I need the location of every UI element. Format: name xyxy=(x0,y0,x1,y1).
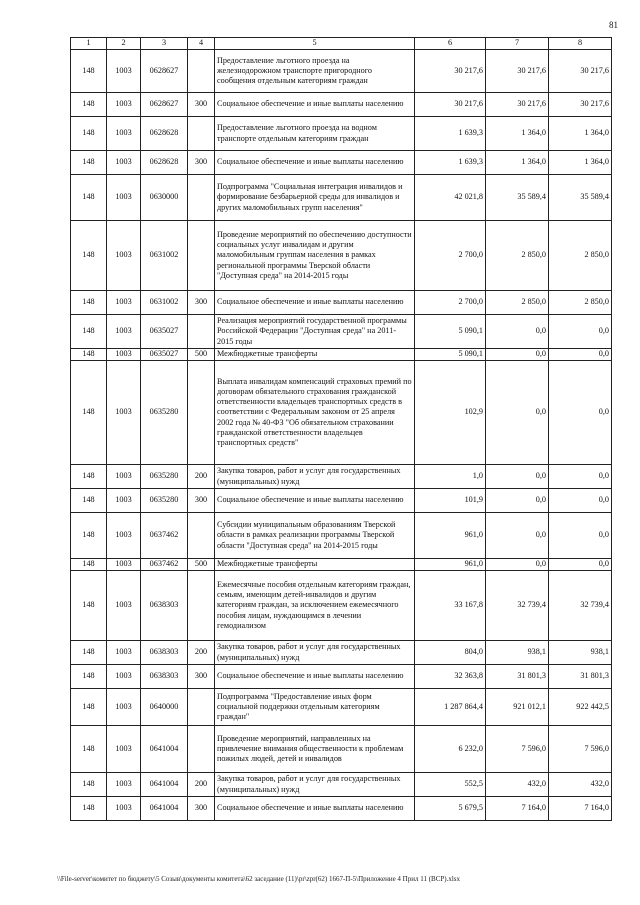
cell-expense-type xyxy=(188,361,215,465)
cell-value-col7: 31 801,3 xyxy=(486,665,549,689)
cell-description: Проведение мероприятий по обеспечению доступности социальных услуг инвалидам и другим маломобильным группам населения в рамках региональной программы Тверской области "Доступная среда" на 2014-2015 годы xyxy=(215,221,415,291)
cell-description: Субсидии муниципальным образованиям Тверской области в рамках реализации программы Тверской области "Доступная среда" на 2014-2015 годы xyxy=(215,513,415,559)
cell-value-col8: 7 164,0 xyxy=(549,797,612,821)
table-row xyxy=(71,151,612,175)
cell-section-code: 1003 xyxy=(107,641,141,665)
cell-expense-type xyxy=(188,315,215,349)
cell-admin-code: 148 xyxy=(71,361,107,465)
cell-target-article: 0640000 xyxy=(141,689,188,726)
col-header-3: 3 xyxy=(141,38,188,50)
col-header-5: 5 xyxy=(215,38,415,50)
cell-value-col8: 0,0 xyxy=(549,465,612,489)
cell-value-col8: 7 596,0 xyxy=(549,726,612,773)
cell-admin-code: 148 xyxy=(71,641,107,665)
cell-admin-code: 148 xyxy=(71,465,107,489)
cell-target-article: 0635027 xyxy=(141,315,188,349)
cell-admin-code: 148 xyxy=(71,93,107,117)
cell-admin-code: 148 xyxy=(71,797,107,821)
cell-value-col6: 102,9 xyxy=(415,361,486,465)
cell-value-col8: 2 850,0 xyxy=(549,221,612,291)
cell-section-code: 1003 xyxy=(107,315,141,349)
cell-target-article: 0637462 xyxy=(141,559,188,571)
cell-section-code: 1003 xyxy=(107,361,141,465)
cell-description: Подпрограмма "Социальная интеграция инвалидов и формирование безбарьерной среды для инвалидов и других маломобильных групп населения" xyxy=(215,175,415,221)
cell-value-col8: 30 217,6 xyxy=(549,50,612,93)
cell-value-col7: 0,0 xyxy=(486,489,549,513)
table-row xyxy=(71,571,612,641)
cell-section-code: 1003 xyxy=(107,291,141,315)
cell-description: Закупка товаров, работ и услуг для государственных (муниципальных) нужд xyxy=(215,465,415,489)
cell-description: Социальное обеспечение и иные выплаты населению xyxy=(215,797,415,821)
cell-admin-code: 148 xyxy=(71,689,107,726)
cell-admin-code: 148 xyxy=(71,773,107,797)
cell-value-col8: 0,0 xyxy=(549,513,612,559)
cell-value-col7: 2 850,0 xyxy=(486,221,549,291)
table-row xyxy=(71,291,612,315)
cell-value-col8: 938,1 xyxy=(549,641,612,665)
cell-description: Межбюджетные трансферты xyxy=(215,559,415,571)
col-header-6: 6 xyxy=(415,38,486,50)
cell-value-col7: 30 217,6 xyxy=(486,93,549,117)
cell-target-article: 0635027 xyxy=(141,349,188,361)
cell-expense-type xyxy=(188,221,215,291)
cell-value-col6: 30 217,6 xyxy=(415,50,486,93)
cell-value-col6: 6 232,0 xyxy=(415,726,486,773)
cell-description: Социальное обеспечение и иные выплаты населению xyxy=(215,151,415,175)
cell-target-article: 0628627 xyxy=(141,50,188,93)
cell-admin-code: 148 xyxy=(71,117,107,151)
cell-description: Проведение мероприятий, направленных на привлечение внимания общественности к проблемам пожилых людей, детей и инвалидов xyxy=(215,726,415,773)
cell-value-col8: 30 217,6 xyxy=(549,93,612,117)
cell-value-col6: 552,5 xyxy=(415,773,486,797)
cell-value-col8: 0,0 xyxy=(549,489,612,513)
cell-value-col6: 1 639,3 xyxy=(415,117,486,151)
table-body xyxy=(71,50,612,821)
cell-value-col7: 0,0 xyxy=(486,361,549,465)
cell-description: Социальное обеспечение и иные выплаты населению xyxy=(215,291,415,315)
cell-value-col6: 5 090,1 xyxy=(415,315,486,349)
col-header-4: 4 xyxy=(188,38,215,50)
cell-value-col6: 2 700,0 xyxy=(415,221,486,291)
cell-target-article: 0635280 xyxy=(141,361,188,465)
cell-value-col6: 1,0 xyxy=(415,465,486,489)
cell-section-code: 1003 xyxy=(107,221,141,291)
cell-value-col7: 7 596,0 xyxy=(486,726,549,773)
cell-expense-type: 200 xyxy=(188,641,215,665)
cell-value-col8: 922 442,5 xyxy=(549,689,612,726)
table-row xyxy=(71,797,612,821)
cell-target-article: 0641004 xyxy=(141,773,188,797)
cell-admin-code: 148 xyxy=(71,665,107,689)
cell-value-col8: 432,0 xyxy=(549,773,612,797)
cell-target-article: 0628627 xyxy=(141,93,188,117)
cell-expense-type: 200 xyxy=(188,773,215,797)
cell-value-col7: 1 364,0 xyxy=(486,117,549,151)
cell-value-col7: 1 364,0 xyxy=(486,151,549,175)
cell-value-col8: 31 801,3 xyxy=(549,665,612,689)
cell-value-col8: 0,0 xyxy=(549,349,612,361)
cell-target-article: 0630000 xyxy=(141,175,188,221)
cell-value-col6: 32 363,8 xyxy=(415,665,486,689)
cell-value-col7: 30 217,6 xyxy=(486,50,549,93)
table-row xyxy=(71,689,612,726)
cell-admin-code: 148 xyxy=(71,151,107,175)
cell-section-code: 1003 xyxy=(107,93,141,117)
cell-section-code: 1003 xyxy=(107,665,141,689)
cell-value-col8: 35 589,4 xyxy=(549,175,612,221)
table-row xyxy=(71,117,612,151)
table-header-row xyxy=(71,38,612,50)
table-row xyxy=(71,50,612,93)
cell-section-code: 1003 xyxy=(107,175,141,221)
cell-expense-type: 300 xyxy=(188,797,215,821)
cell-expense-type: 500 xyxy=(188,349,215,361)
col-header-1: 1 xyxy=(71,38,107,50)
table-row xyxy=(71,349,612,361)
cell-expense-type: 200 xyxy=(188,465,215,489)
cell-admin-code: 148 xyxy=(71,726,107,773)
cell-value-col7: 0,0 xyxy=(486,349,549,361)
table-row xyxy=(71,665,612,689)
cell-target-article: 0635280 xyxy=(141,465,188,489)
cell-value-col6: 5 679,5 xyxy=(415,797,486,821)
cell-description: Социальное обеспечение и иные выплаты населению xyxy=(215,93,415,117)
table-row xyxy=(71,489,612,513)
page-number: 81 xyxy=(609,20,618,30)
cell-admin-code: 148 xyxy=(71,221,107,291)
cell-section-code: 1003 xyxy=(107,571,141,641)
cell-section-code: 1003 xyxy=(107,349,141,361)
cell-section-code: 1003 xyxy=(107,689,141,726)
cell-description: Межбюджетные трансферты xyxy=(215,349,415,361)
table-row xyxy=(71,726,612,773)
cell-description: Социальное обеспечение и иные выплаты населению xyxy=(215,665,415,689)
cell-section-code: 1003 xyxy=(107,513,141,559)
cell-expense-type xyxy=(188,571,215,641)
cell-value-col6: 33 167,8 xyxy=(415,571,486,641)
cell-value-col7: 432,0 xyxy=(486,773,549,797)
cell-expense-type xyxy=(188,117,215,151)
col-header-7: 7 xyxy=(486,38,549,50)
cell-value-col8: 2 850,0 xyxy=(549,291,612,315)
cell-target-article: 0635280 xyxy=(141,489,188,513)
cell-expense-type xyxy=(188,689,215,726)
cell-target-article: 0631002 xyxy=(141,291,188,315)
cell-value-col7: 35 589,4 xyxy=(486,175,549,221)
cell-value-col6: 1 287 864,4 xyxy=(415,689,486,726)
cell-value-col6: 5 090,1 xyxy=(415,349,486,361)
table-row xyxy=(71,641,612,665)
cell-value-col7: 0,0 xyxy=(486,315,549,349)
cell-description: Предоставление льготного проезда на железнодорожном транспорте пригородного сообщения отдельным категориям граждан xyxy=(215,50,415,93)
cell-expense-type: 500 xyxy=(188,559,215,571)
cell-admin-code: 148 xyxy=(71,571,107,641)
cell-value-col6: 2 700,0 xyxy=(415,291,486,315)
table-row xyxy=(71,315,612,349)
cell-target-article: 0638303 xyxy=(141,665,188,689)
cell-value-col7: 2 850,0 xyxy=(486,291,549,315)
cell-value-col6: 961,0 xyxy=(415,559,486,571)
cell-section-code: 1003 xyxy=(107,465,141,489)
table-row xyxy=(71,559,612,571)
cell-admin-code: 148 xyxy=(71,315,107,349)
cell-section-code: 1003 xyxy=(107,797,141,821)
cell-admin-code: 148 xyxy=(71,175,107,221)
cell-expense-type: 300 xyxy=(188,291,215,315)
cell-value-col7: 921 012,1 xyxy=(486,689,549,726)
cell-section-code: 1003 xyxy=(107,489,141,513)
cell-value-col8: 0,0 xyxy=(549,361,612,465)
cell-description: Закупка товаров, работ и услуг для государственных (муниципальных) нужд xyxy=(215,773,415,797)
cell-value-col7: 32 739,4 xyxy=(486,571,549,641)
cell-target-article: 0641004 xyxy=(141,726,188,773)
table-row xyxy=(71,465,612,489)
cell-description: Предоставление льготного проезда на водном транспорте отдельным категориям граждан xyxy=(215,117,415,151)
table-row xyxy=(71,93,612,117)
table-row xyxy=(71,773,612,797)
col-header-8: 8 xyxy=(549,38,612,50)
cell-value-col8: 0,0 xyxy=(549,315,612,349)
cell-description: Реализация мероприятий государственной программы Российской Федерации "Доступная среда" на 2011-2015 годы xyxy=(215,315,415,349)
cell-description: Подпрограмма "Предоставление иных форм социальной поддержки отдельным категориям граждан" xyxy=(215,689,415,726)
cell-value-col6: 804,0 xyxy=(415,641,486,665)
cell-section-code: 1003 xyxy=(107,773,141,797)
cell-value-col7: 938,1 xyxy=(486,641,549,665)
cell-section-code: 1003 xyxy=(107,151,141,175)
cell-target-article: 0641004 xyxy=(141,797,188,821)
cell-value-col6: 42 021,8 xyxy=(415,175,486,221)
file-path-footer: \\File-server\комитет по бюджету\5 Созыв\документы комитета\62 заседание (11)\pr\zpr(62) 1667-П-5\Приложение 4 Прил 11 (ВСР).xlsx xyxy=(57,875,461,883)
cell-expense-type xyxy=(188,175,215,221)
cell-target-article: 0631002 xyxy=(141,221,188,291)
cell-expense-type xyxy=(188,513,215,559)
cell-admin-code: 148 xyxy=(71,50,107,93)
cell-section-code: 1003 xyxy=(107,50,141,93)
cell-admin-code: 148 xyxy=(71,489,107,513)
table-row xyxy=(71,175,612,221)
cell-section-code: 1003 xyxy=(107,117,141,151)
cell-value-col6: 1 639,3 xyxy=(415,151,486,175)
cell-value-col6: 101,9 xyxy=(415,489,486,513)
cell-description: Выплата инвалидам компенсаций страховых премий по договорам обязательного страхования гражданской ответственности владельцев транспортных средств в соответствии с Федеральным законом от 25 апреля 2002 года № 40-ФЗ "Об обязательном страховании гражданской ответственности владельцев транспортных средств" xyxy=(215,361,415,465)
table-row xyxy=(71,513,612,559)
cell-description: Ежемесячные пособия отдельным категориям граждан, семьям, имеющим детей-инвалидов и другим категориям граждан, за исключением ежемесячного пособия лицам, нуждающимся в лечении гемодиализом xyxy=(215,571,415,641)
cell-expense-type: 300 xyxy=(188,489,215,513)
cell-expense-type: 300 xyxy=(188,665,215,689)
cell-admin-code: 148 xyxy=(71,291,107,315)
table-row xyxy=(71,221,612,291)
cell-value-col7: 0,0 xyxy=(486,465,549,489)
cell-value-col8: 1 364,0 xyxy=(549,151,612,175)
cell-admin-code: 148 xyxy=(71,349,107,361)
table-row xyxy=(71,361,612,465)
cell-value-col8: 32 739,4 xyxy=(549,571,612,641)
col-header-2: 2 xyxy=(107,38,141,50)
cell-value-col8: 1 364,0 xyxy=(549,117,612,151)
cell-value-col6: 961,0 xyxy=(415,513,486,559)
cell-expense-type: 300 xyxy=(188,151,215,175)
cell-value-col6: 30 217,6 xyxy=(415,93,486,117)
cell-value-col8: 0,0 xyxy=(549,559,612,571)
cell-expense-type xyxy=(188,726,215,773)
cell-expense-type xyxy=(188,50,215,93)
cell-value-col7: 7 164,0 xyxy=(486,797,549,821)
cell-description: Социальное обеспечение и иные выплаты населению xyxy=(215,489,415,513)
cell-value-col7: 0,0 xyxy=(486,559,549,571)
cell-section-code: 1003 xyxy=(107,559,141,571)
cell-admin-code: 148 xyxy=(71,513,107,559)
cell-target-article: 0628628 xyxy=(141,117,188,151)
budget-table xyxy=(70,37,612,821)
cell-admin-code: 148 xyxy=(71,559,107,571)
cell-description: Закупка товаров, работ и услуг для государственных (муниципальных) нужд xyxy=(215,641,415,665)
cell-section-code: 1003 xyxy=(107,726,141,773)
cell-target-article: 0637462 xyxy=(141,513,188,559)
cell-value-col7: 0,0 xyxy=(486,513,549,559)
cell-target-article: 0638303 xyxy=(141,571,188,641)
cell-target-article: 0628628 xyxy=(141,151,188,175)
cell-expense-type: 300 xyxy=(188,93,215,117)
cell-target-article: 0638303 xyxy=(141,641,188,665)
